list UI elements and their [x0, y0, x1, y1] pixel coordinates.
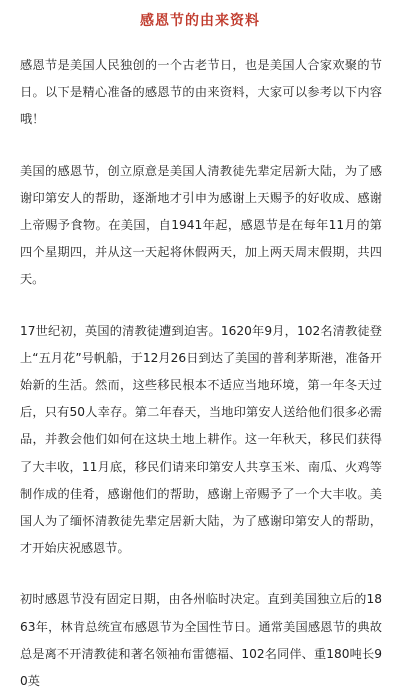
page-title: 感恩节的由来资料: [140, 13, 260, 29]
document-body: [20, 52, 382, 695]
origin-paragraph: 美国的感恩节，创立原意是美国人清教徒先辈定居新大陆，为了感谢印第安人的帮助，逐渐地才引申为感谢上天赐予的好收成、感谢上帝赐予食物。在美国，自1941年起，感恩节是在每年11月的第四个星期四，并从这一天起将休假两天，加上两天周末假期，共四天。: [20, 163, 382, 287]
history-paragraph: 17世纪初，英国的清教徒遭到迫害。1620年9月，102名清教徒登上“五月花”号帆船，于12月26日到达了美国的普利茅斯港，准备开始新的生活。然而，这些移民根本不适应当地环境，第一年冬天过后，只有50人幸存。第二年春天，当地印第安人送给他们很多必需品，并教会他们如何在这块土地上耕作。这一年秋天，移民们获得了大丰收，11月底，移民们请来印第安人共享玉米、南瓜、火鸡等制作成的佳肴，感谢他们的帮助，感谢上帝赐予了一个大丰收。美国人为了缅怀清教徒先辈定居新大陆，为了感谢印第安人的帮助，才开始庆祝感恩节。: [20, 323, 382, 556]
date-paragraph: 初时感恩节没有固定日期，由各州临时决定。直到美国独立后的1863年，林肯总统宣布感恩节为全国性节日。通常美国感恩节的典故总是离不开清教徒和著名领袖布雷德福、102名同伴、重180吨长90英: [20, 592, 382, 689]
intro-paragraph: 感恩节是美国人民独创的一个古老节日，也是美国人合家欢聚的节日。以下是精心准备的感恩节的由来资料，大家可以参考以下内容哦！: [20, 58, 382, 127]
